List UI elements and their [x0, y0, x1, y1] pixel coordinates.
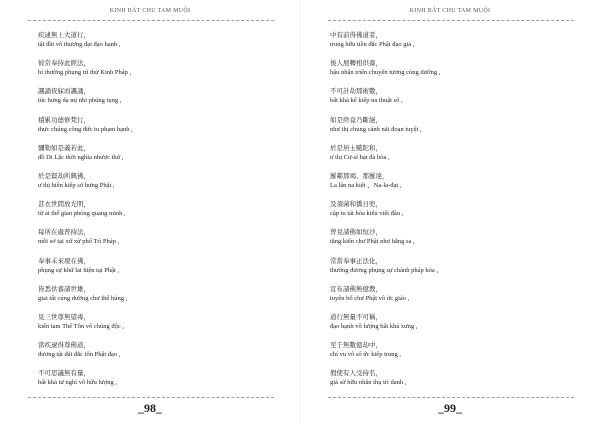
- header-rule-right: [328, 20, 574, 21]
- verse-viet-line: trung hữu tiền đắc Phật đạo giả ,: [330, 41, 415, 48]
- verse-han-line: 疾逮無上大道行，: [38, 31, 90, 39]
- verse-han-line: 假使有人受持名，: [330, 369, 382, 378]
- verse-han-line: 當疾逮得尊佛道，: [38, 341, 90, 350]
- verse-viet-line: mỗi sở tại xứ xử phổ Trì Pháp ,: [38, 238, 120, 246]
- verse-viet-line: tằng kiến chư Phật như hằng sa ,: [330, 238, 415, 246]
- running-header-left: KINH BÁT CHU TAM MUỘI: [109, 8, 191, 14]
- verse-han-line: 彌勒如是義若此，: [38, 143, 90, 152]
- verse-viet-line: từ ai thế gian phóng quang minh ,: [38, 210, 126, 218]
- verse: [330, 172, 570, 200]
- verse: [38, 31, 278, 59]
- footer-rule-left: [28, 397, 274, 398]
- verse-han-line: 甚衣世間放光明，: [38, 200, 90, 209]
- verse: [38, 172, 278, 200]
- verse: [38, 200, 278, 228]
- verse-viet-line: giai tất cúng dường chư thế hùng ,: [38, 294, 128, 302]
- verse-han-line: 奉事未來現在佛，: [38, 256, 90, 265]
- verse: [330, 87, 570, 115]
- verse-han-line: 於是居士颰陀和，: [330, 143, 382, 152]
- verse: [330, 59, 570, 87]
- verse-han-line: 積累功德修梵行，: [38, 115, 90, 124]
- verse-han-line: 後人展轉相供養，: [330, 59, 382, 68]
- verse-viet-line: ư thị Cư-sĩ bạt đà hòa ,: [330, 153, 390, 161]
- verse: [330, 31, 570, 59]
- verse-han-line: 諷誦夜寐而諷誦，: [38, 87, 90, 96]
- verse-viet-line: kiến tam Thế Tôn vô chúng độc ,: [38, 322, 125, 330]
- verse-viet-line: hậu nhân triển chuyển tương cúng dường ,: [330, 69, 441, 77]
- verse-viet-line: bất khả kế kiếp na thuật số ,: [330, 97, 403, 105]
- verse: [330, 116, 570, 144]
- verse: [330, 228, 570, 256]
- verse-viet-line: tật đãi vô thượng đại đạo hạnh ,: [38, 41, 121, 48]
- verse: [38, 59, 278, 87]
- verse: [330, 200, 570, 228]
- verse: [38, 313, 278, 341]
- verse: [38, 116, 278, 144]
- verse-han-line: 羅鄰那竭、那羅達，: [330, 171, 389, 180]
- verse-viet-line: ư thị hiền kiếp sở hưng Phật ,: [38, 181, 115, 189]
- verse-viet-line: túc hưng dạ mị nhi phúng tụng ,: [38, 97, 122, 105]
- page-number-right: _99_: [438, 401, 462, 415]
- verse: [330, 369, 570, 397]
- verse-han-line: 於是賢劫所興佛，: [38, 171, 90, 180]
- verse-viet-line: bất khả tư nghì vô hữu lượng ,: [38, 379, 117, 387]
- verse-han-line: 皆悉供養諸世雄，: [38, 284, 90, 293]
- verse: [38, 369, 278, 397]
- verse-viet-line: bỉ thường phụng trì thử Kinh Pháp ,: [38, 69, 132, 77]
- verse-list-left: [38, 31, 278, 397]
- verse-viet-line: đồ Di Lặc thời nghĩa nhược thử ,: [38, 153, 124, 161]
- verse-han-line: 宣布諸佛無億教，: [330, 284, 382, 293]
- verse-viet-line: tuyên bố chư Phật vô ức giáo ,: [330, 294, 410, 302]
- verse-han-line: 常當奉事正法化，: [330, 256, 382, 265]
- verse-viet-line: thực chúng công đức tu phạm hạnh ,: [38, 125, 133, 133]
- verse: [38, 285, 278, 313]
- verse: [330, 285, 570, 313]
- verse-han-line: 至于無數億劫中，: [330, 341, 382, 350]
- verse-viet-line: giả sử hữu nhân thụ trì danh ,: [330, 379, 407, 387]
- verse-viet-line: đương tật đãi đắc tôn Phật đạo ,: [38, 351, 121, 359]
- verse-viet-line: phụng sự khứ lai hiện tại Phật ,: [38, 266, 120, 274]
- verse-han-line: 每所在處普持法，: [38, 228, 90, 237]
- verse-han-line: 彼常奉持此經法，: [38, 59, 90, 68]
- verse-viet-line: La lân na kiệt 、Na-la-đạt ,: [330, 181, 402, 189]
- verse: [330, 144, 570, 172]
- verse-han-line: 道行無量不可稱，: [330, 312, 382, 321]
- verse-viet-line: chí vu vô số ức kiếp trung ,: [330, 351, 402, 359]
- verse-han-line: 及須菌和憍日兜，: [330, 200, 382, 209]
- verse-han-line: 如是終竟乃斷絕，: [330, 115, 382, 124]
- verse-han-line: 見三世尊無望毒，: [38, 312, 90, 321]
- header-rule-left: [28, 20, 274, 21]
- footer-rule-right: [328, 397, 574, 398]
- verse-viet-line: thường đương phụng sự chánh pháp hóa ,: [330, 266, 439, 274]
- verse-han-line: 不可計劫那術數，: [330, 87, 382, 96]
- verse: [38, 144, 278, 172]
- verse-han-line: 中有前得佛道者，: [330, 31, 382, 39]
- verse: [38, 341, 278, 369]
- verse: [330, 341, 570, 369]
- verse: [38, 87, 278, 115]
- page-number-left: _98_: [138, 401, 162, 415]
- verse-han-line: 不可思議無有量，: [38, 369, 90, 378]
- verse-list-right: [330, 31, 570, 397]
- verse-viet-line: cập tu tát hòa kiểu viết đâu ,: [330, 210, 404, 218]
- running-header-right: KINH BÁT CHU TAM MUỘI: [409, 8, 491, 14]
- verse: [330, 313, 570, 341]
- verse: [38, 228, 278, 256]
- verse: [38, 257, 278, 285]
- verse-viet-line: đạo hạnh vô lượng bất khả xưng ,: [330, 322, 418, 330]
- right-page: [300, 0, 600, 424]
- verse: [330, 257, 570, 285]
- verse-han-line: 曾見諸佛如恒沙，: [330, 228, 382, 237]
- verse-viet-line: như thị chung cánh nãi đoạn tuyệt ,: [330, 125, 422, 133]
